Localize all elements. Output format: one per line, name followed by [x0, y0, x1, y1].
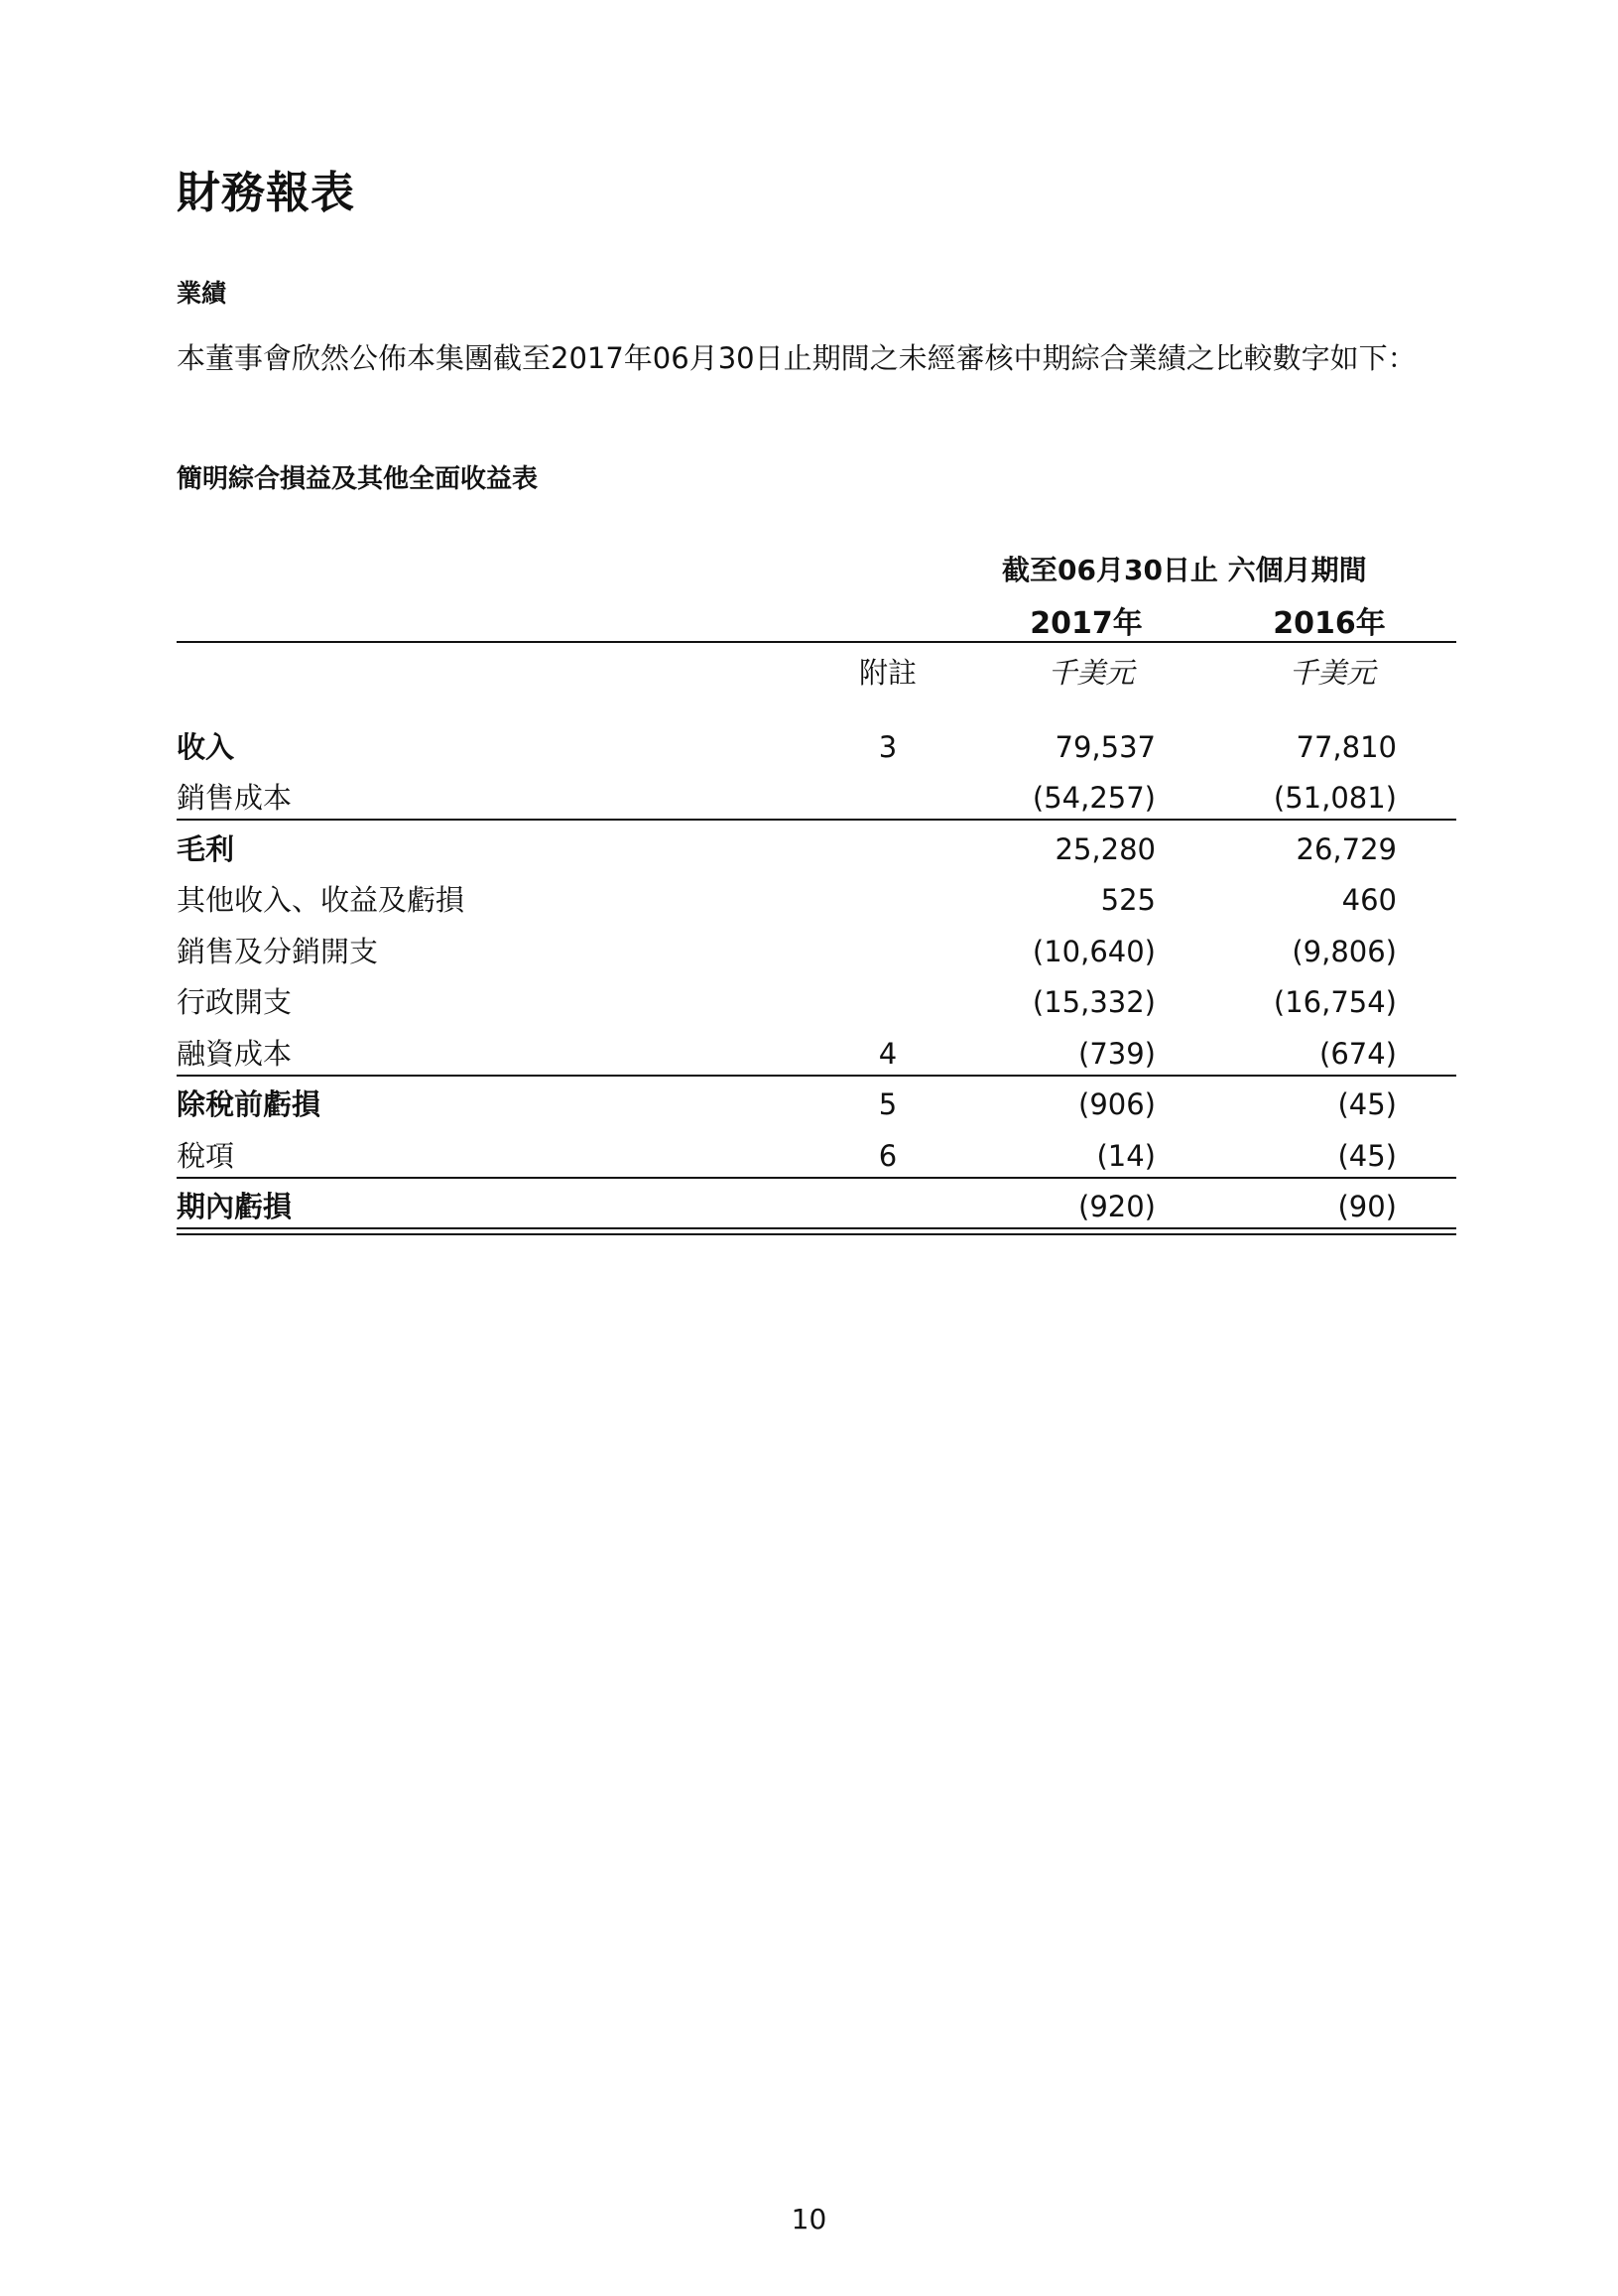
table-row-finance-costs: [0, 1032, 1618, 1076]
value-2016: (674): [1319, 1037, 1397, 1071]
table-row-selling-expenses: [0, 930, 1618, 973]
gross-profit-divider: [177, 819, 1456, 821]
value-2017: (739): [1078, 1037, 1156, 1071]
row-label: 稅項: [177, 1139, 235, 1173]
unit-2016: 千美元: [1289, 656, 1376, 690]
value-2016: (16,754): [1273, 985, 1397, 1019]
year-header-2016: 2016年: [1273, 606, 1386, 641]
total-double-rule-bottom: [177, 1233, 1456, 1235]
value-2016: (51,081): [1273, 781, 1397, 815]
row-label: 期內虧損: [177, 1190, 293, 1223]
value-2017: 525: [1100, 883, 1156, 917]
period-heading: 截至06月30日止 六個月期間: [1002, 554, 1367, 586]
value-2017: (906): [1078, 1087, 1156, 1121]
value-2016: (90): [1337, 1190, 1397, 1223]
section-heading: 業績: [177, 279, 227, 308]
loss-before-tax-divider: [177, 1075, 1456, 1077]
note-column-header: 附註: [858, 656, 917, 690]
loss-for-period-divider: [177, 1177, 1456, 1179]
value-2017: (920): [1078, 1190, 1156, 1223]
row-note: 3: [878, 730, 898, 764]
table-row-other-income: [0, 878, 1618, 922]
row-label: 融資成本: [177, 1037, 293, 1071]
table-row-cost-of-sales: [0, 776, 1618, 820]
row-label: 其他收入、收益及虧損: [177, 883, 465, 917]
value-2016: 26,729: [1296, 832, 1397, 866]
value-2017: (10,640): [1032, 935, 1156, 968]
value-2017: 79,537: [1055, 730, 1156, 764]
row-label: 行政開支: [177, 985, 293, 1019]
table-title: 簡明綜合損益及其他全面收益表: [177, 464, 539, 494]
value-2017: (15,332): [1032, 985, 1156, 1019]
value-2017: 25,280: [1055, 832, 1156, 866]
total-double-rule-top: [177, 1227, 1456, 1229]
row-label: 銷售及分銷開支: [177, 935, 379, 968]
table-row-revenue: [0, 725, 1618, 769]
row-label: 收入: [177, 730, 235, 764]
value-2017: (14): [1096, 1139, 1156, 1173]
header-divider: [177, 641, 1456, 643]
value-2016: 77,810: [1296, 730, 1397, 764]
row-note: 6: [878, 1139, 898, 1173]
value-2016: (9,806): [1292, 935, 1397, 968]
unit-2017: 千美元: [1048, 656, 1135, 690]
row-note: 5: [878, 1087, 898, 1121]
page-title: 財務報表: [177, 168, 355, 218]
table-row-admin-expenses: [0, 980, 1618, 1024]
value-2016: 460: [1341, 883, 1397, 917]
intro-paragraph: 本董事會欣然公佈本集團截至2017年06月30日止期間之未經審核中期綜合業績之比較數字如下：: [177, 341, 1417, 375]
table-row-loss-before-tax: [0, 1083, 1618, 1126]
page-number: 10: [791, 2203, 827, 2235]
row-label: 銷售成本: [177, 781, 293, 815]
table-row-taxation: [0, 1134, 1618, 1178]
table-row-loss-for-period: [0, 1185, 1618, 1228]
year-header-2017: 2017年: [1030, 606, 1143, 641]
table-row-gross-profit: [0, 828, 1618, 871]
unit-row: [0, 651, 1618, 691]
value-2017: (54,257): [1032, 781, 1156, 815]
value-2016: (45): [1337, 1087, 1397, 1121]
row-note: 4: [878, 1037, 898, 1071]
value-2016: (45): [1337, 1139, 1397, 1173]
row-label: 除稅前虧損: [177, 1087, 321, 1121]
row-label: 毛利: [177, 832, 235, 866]
